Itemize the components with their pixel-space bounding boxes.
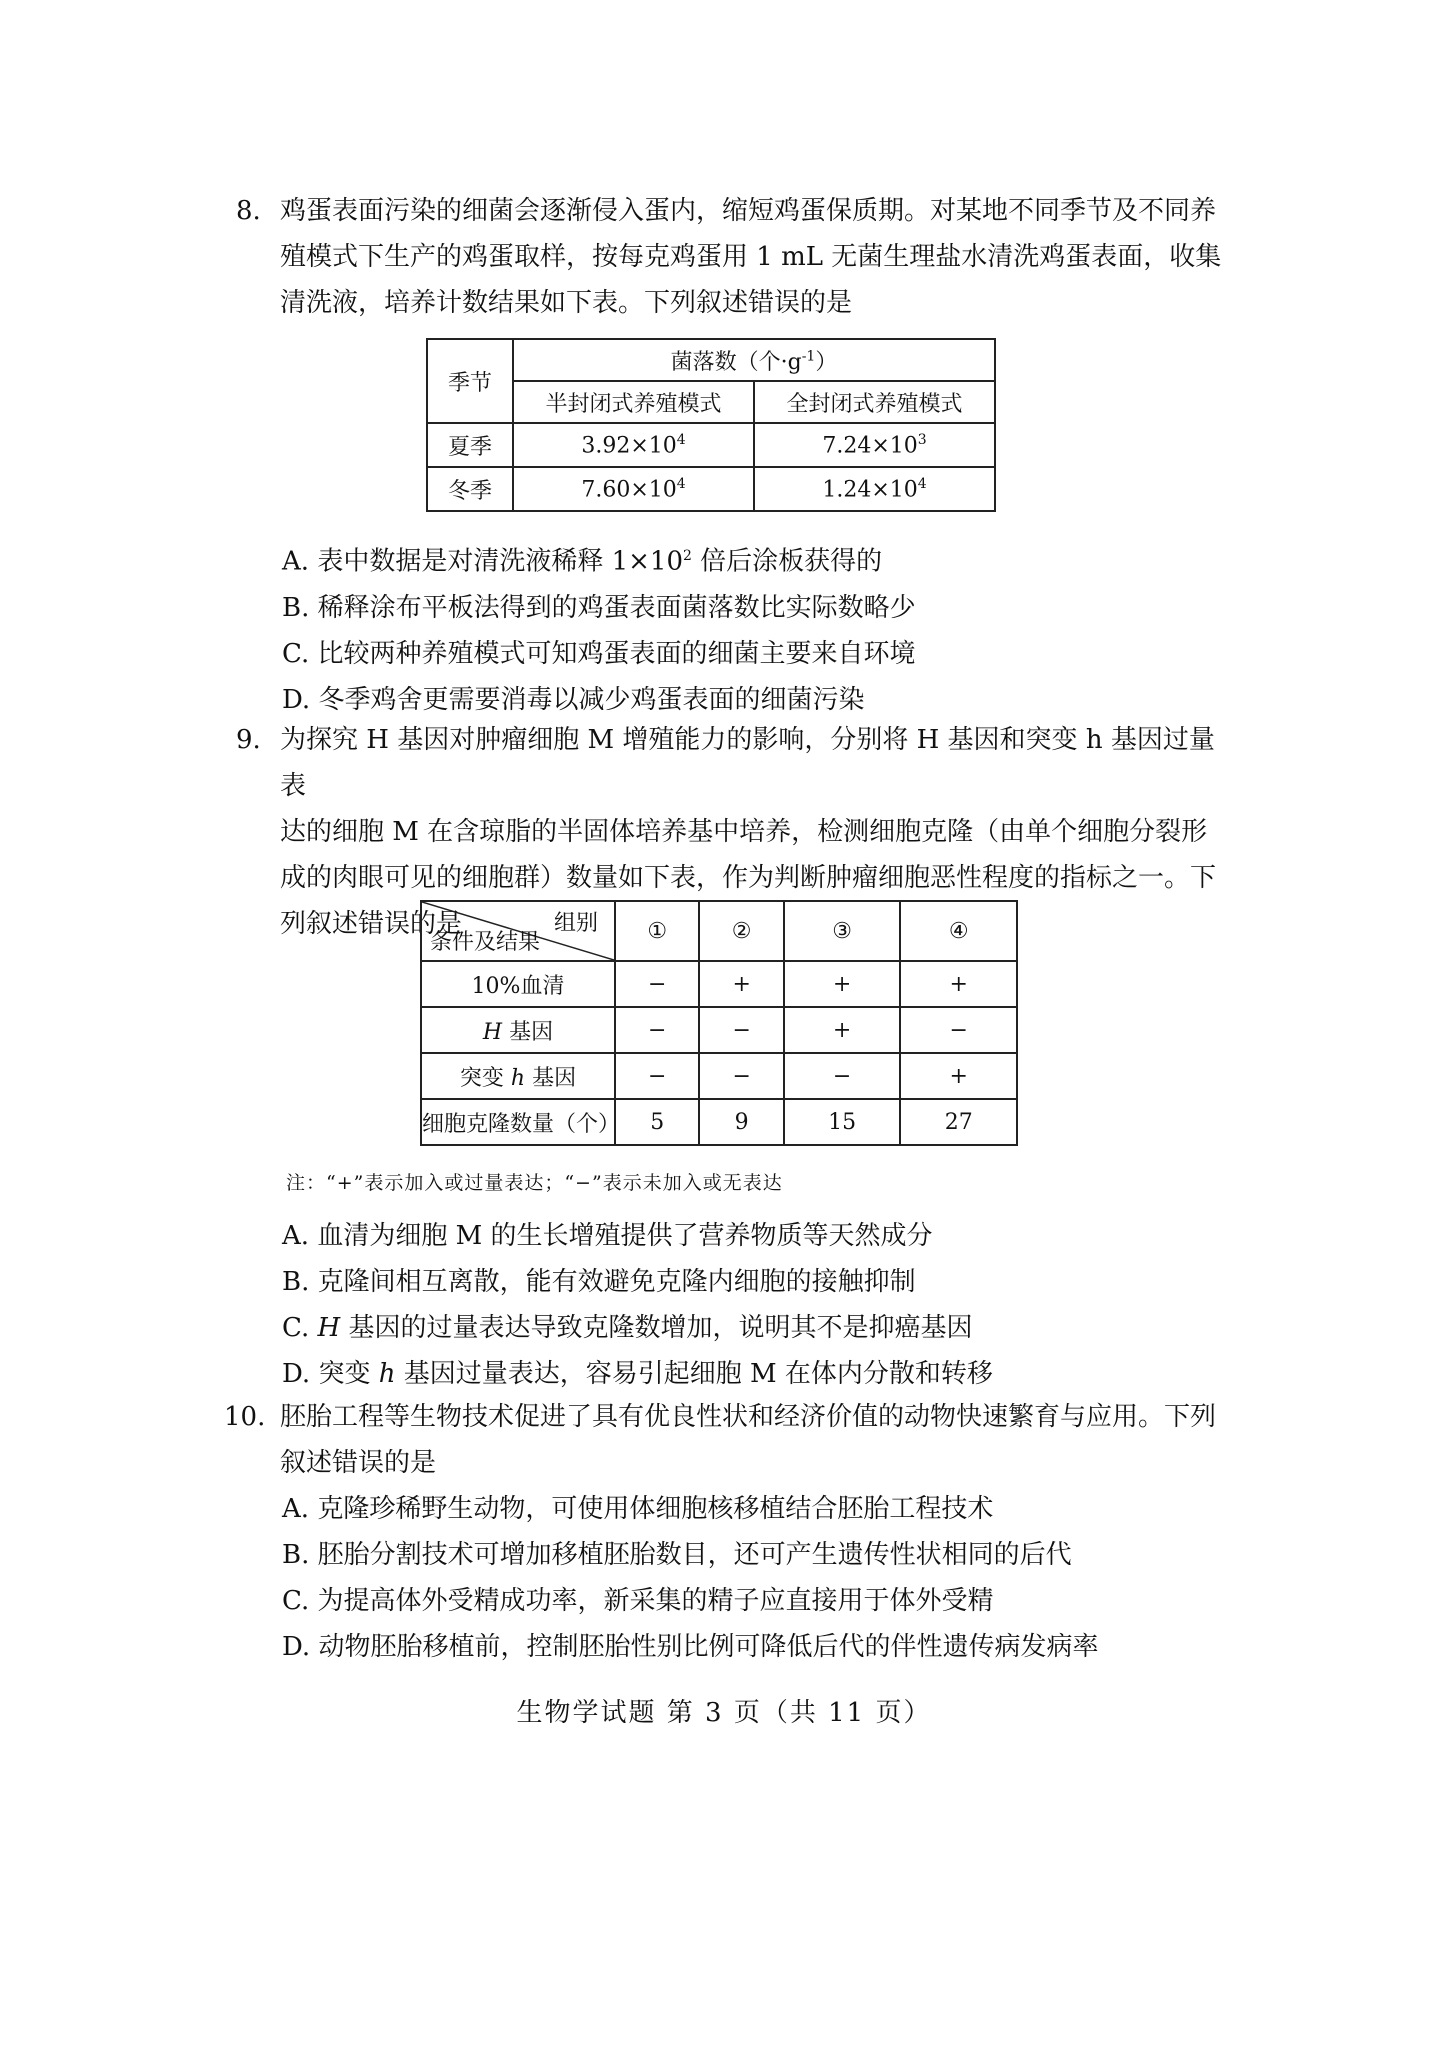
option-a[interactable]: A. 表中数据是对清洗液稀释 $1\times 10^2$ 倍后涂板获得的 [282,546,883,577]
table-cell: + [900,961,1017,1007]
table-note: 注：“+”表示加入或过量表达；“−”表示未加入或无表达 [286,1172,783,1194]
question-stem [240,188,1240,326]
row-label: 细胞克隆数量（个） [421,1099,615,1145]
question-number: 10. [224,1402,266,1432]
table-cell: − [615,961,699,1007]
option-a[interactable]: A. 克隆珍稀野生动物，可使用体细胞核移植结合胚胎工程技术 [282,1494,994,1524]
header-colony-count: 菌落数（个$\cdot g^{-1}$） [513,339,995,381]
stem-line: 殖模式下生产的鸡蛋取样，按每克鸡蛋用 1 mL 无菌生理盐水清洗鸡蛋表面，收集 [280,242,1222,272]
table-cell: + [900,1053,1017,1099]
table-cell: + [784,961,901,1007]
table-row [427,423,995,467]
table-cell: $7.60\times 10^4$ [513,467,754,511]
table-cell: 27 [900,1099,1017,1145]
diagonal-header [421,901,615,961]
option-b[interactable]: B. 稀释涂布平板法得到的鸡蛋表面菌落数比实际数略少 [282,592,916,623]
stem-line: 为探究 H 基因对肿瘤细胞 M 增殖能力的影响，分别将 H 基因和突变 h 基因过量表 [280,725,1215,801]
row-label: 突变 h 基因 [421,1053,615,1099]
table-cell: $3.92\times 10^4$ [513,423,754,467]
question-10 [224,1394,1240,1486]
corner-top-label: 组别 [553,911,598,936]
table-cell: 9 [699,1099,783,1145]
group-header: ① [615,901,699,961]
group-header: ④ [900,901,1017,961]
stem-line: 列叙述错误的是 [280,909,463,939]
option-c[interactable]: C. H 基因的过量表达导致克隆数增加，说明其不是抑癌基因 [282,1313,973,1343]
table-cell: − [615,1053,699,1099]
table-cell: 5 [615,1099,699,1145]
header-fully-closed: 全封闭式养殖模式 [754,381,995,423]
table-cell: + [699,961,783,1007]
header-semi-closed: 半封闭式养殖模式 [513,381,754,423]
stem-line: 叙述错误的是 [280,1448,437,1478]
question-9-options [282,1213,993,1397]
table-cell: $1.24\times 10^4$ [754,467,995,511]
table-cell: $7.24\times 10^3$ [754,423,995,467]
question-number: 9. [236,725,261,755]
option-c[interactable]: C. 为提高体外受精成功率，新采集的精子应直接用于体外受精 [282,1586,994,1616]
table-cell: − [900,1007,1017,1053]
table-row [421,1007,1017,1053]
colony-count-table [426,338,996,512]
row-label: 10%血清 [421,961,615,1007]
stem-line: 鸡蛋表面污染的细菌会逐渐侵入蛋内，缩短鸡蛋保质期。对某地不同季节及不同养 [280,196,1217,226]
corner-bottom-label: 条件及结果 [430,930,541,955]
table-row [421,1099,1017,1145]
table-cell: 15 [784,1099,901,1145]
clone-count-table [420,900,1018,1146]
group-header: ③ [784,901,901,961]
question-8-options [282,533,916,723]
option-d[interactable]: D. 突变 h 基因过量表达，容易引起细胞 M 在体内分散和转移 [282,1359,993,1389]
group-header: ② [699,901,783,961]
question-10-options [282,1486,1098,1670]
option-b[interactable]: B. 胚胎分割技术可增加移植胚胎数目，还可产生遗传性状相同的后代 [282,1540,1072,1570]
page-footer: 生物学试题 第 3 页（共 11 页） [516,1698,932,1728]
question-8 [236,188,1240,326]
stem-line: 达的细胞 M 在含琼脂的半固体培养基中培养，检测细胞克隆（由单个细胞分裂形 [280,817,1208,847]
table-row [427,467,995,511]
stem-line: 胚胎工程等生物技术促进了具有优良性状和经济价值的动物快速繁育与应用。下列 [280,1402,1217,1432]
stem-line: 成的肉眼可见的细胞群）数量如下表，作为判断肿瘤细胞恶性程度的指标之一。下 [280,863,1217,893]
table-cell: − [699,1053,783,1099]
option-d[interactable]: D. 动物胚胎移植前，控制胚胎性别比例可降低后代的伴性遗传病发病率 [282,1632,1099,1662]
option-d[interactable]: D. 冬季鸡舍更需要消毒以减少鸡蛋表面的细菌污染 [282,684,865,715]
table-row [421,1053,1017,1099]
option-b[interactable]: B. 克隆间相互离散，能有效避免克隆内细胞的接触抑制 [282,1267,916,1297]
table-row [421,961,1017,1007]
table-cell: − [615,1007,699,1053]
row-label: H 基因 [421,1007,615,1053]
row-label: 夏季 [427,423,513,467]
option-c[interactable]: C. 比较两种养殖模式可知鸡蛋表面的细菌主要来自环境 [282,638,916,669]
table-cell: − [699,1007,783,1053]
question-number: 8. [236,196,261,226]
row-label: 冬季 [427,467,513,511]
option-a[interactable]: A. 血清为细胞 M 的生长增殖提供了营养物质等天然成分 [282,1221,933,1251]
question-stem [240,1394,1240,1486]
header-season: 季节 [427,339,513,423]
table-cell: − [784,1053,901,1099]
table-cell: + [784,1007,901,1053]
stem-line: 清洗液，培养计数结果如下表。下列叙述错误的是 [280,288,853,318]
